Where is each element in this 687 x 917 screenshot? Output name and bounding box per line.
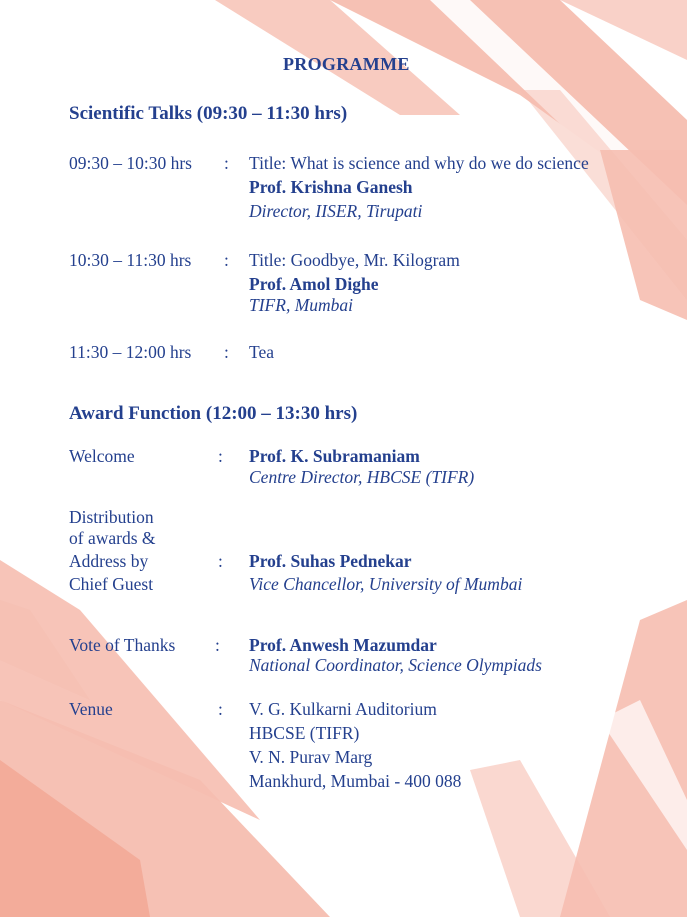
separator: : (224, 250, 229, 270)
thanks-label: Vote of Thanks (69, 635, 176, 655)
venue-line: V. N. Purav Marg (249, 747, 373, 767)
thanks-affiliation: National Coordinator, Science Olympiads (249, 655, 542, 675)
welcome-speaker: Prof. K. Subramaniam (249, 446, 420, 466)
venue-line: Mankhurd, Mumbai - 400 088 (249, 771, 462, 791)
distribution-label-line: of awards & (69, 528, 156, 548)
distribution-label-line: Distribution (69, 507, 154, 527)
separator: : (218, 699, 223, 719)
welcome-label: Welcome (69, 446, 135, 466)
distribution-label-line: Chief Guest (69, 574, 154, 594)
separator: : (224, 153, 229, 173)
talk-title: Tea (249, 342, 275, 362)
talk-title: Title: Goodbye, Mr. Kilogram (249, 250, 460, 270)
talk-time: 11:30 – 12:00 hrs (69, 342, 192, 362)
separator: : (218, 446, 223, 466)
award-heading: Award Function (12:00 – 13:30 hrs) (69, 403, 358, 424)
talk-title: Title: What is science and why do we do science (249, 153, 589, 173)
venue-line: V. G. Kulkarni Auditorium (249, 699, 437, 719)
talk-affiliation: Director, IISER, Tirupati (249, 201, 423, 221)
distribution-label-line: Address by (69, 551, 149, 571)
talk-affiliation: TIFR, Mumbai (249, 295, 354, 315)
talk-time: 10:30 – 11:30 hrs (69, 250, 192, 270)
thanks-speaker: Prof. Anwesh Mazumdar (249, 635, 437, 655)
separator: : (218, 551, 223, 571)
separator: : (215, 635, 220, 655)
separator: : (224, 342, 229, 362)
venue-label: Venue (69, 699, 113, 719)
welcome-affiliation: Centre Director, HBCSE (TIFR) (249, 467, 475, 487)
venue-line: HBCSE (TIFR) (249, 723, 360, 743)
page-title: PROGRAMME (283, 54, 410, 74)
distribution-affiliation: Vice Chancellor, University of Mumbai (249, 574, 523, 594)
talk-speaker: Prof. Krishna Ganesh (249, 177, 413, 197)
scientific-heading: Scientific Talks (09:30 – 11:30 hrs) (69, 103, 348, 124)
talk-speaker: Prof. Amol Dighe (249, 274, 379, 294)
distribution-speaker: Prof. Suhas Pednekar (249, 551, 412, 571)
talk-time: 09:30 – 10:30 hrs (69, 153, 192, 173)
